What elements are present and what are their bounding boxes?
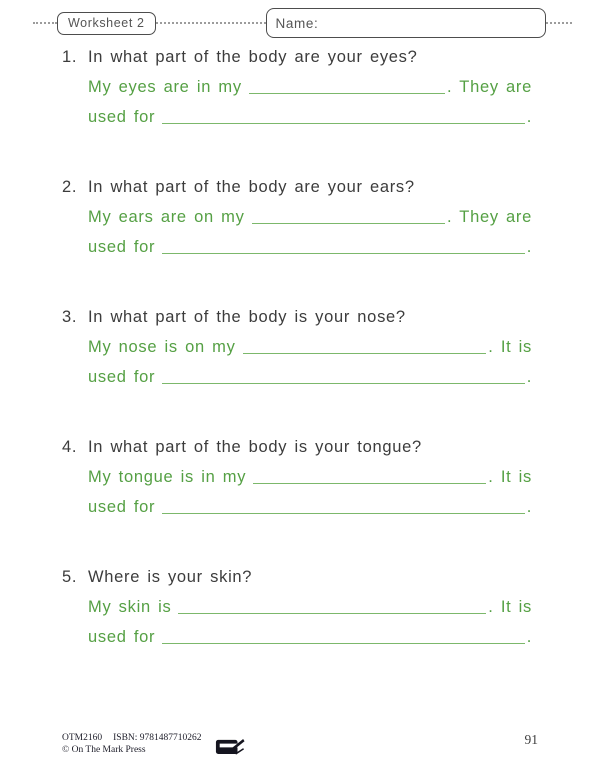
answer-blank[interactable]: [162, 253, 524, 254]
answer-blank[interactable]: [162, 123, 524, 124]
answer-prefix: My eyes are in my: [88, 78, 242, 96]
answer-blank[interactable]: [252, 223, 445, 224]
answer-prefix: My skin is: [88, 598, 172, 616]
question-item-1: [62, 46, 532, 128]
worksheet-label-box: [57, 12, 156, 35]
question-number: 4.: [62, 438, 78, 456]
question-number: 5.: [62, 568, 78, 586]
question-number: 1.: [62, 48, 78, 66]
answer-blank[interactable]: [249, 93, 445, 94]
answer-line-2: [88, 236, 532, 258]
on-the-mark-press-logo-icon: [215, 735, 245, 761]
question-item-5: [62, 566, 532, 648]
page-header: [33, 7, 572, 39]
answer-prefix: used for: [88, 238, 156, 256]
answer-suffix: . It is: [488, 468, 532, 486]
product-code: OTM2160: [62, 733, 103, 743]
worksheet-label: Worksheet 2: [68, 15, 145, 30]
answer-suffix: .: [526, 108, 532, 126]
answer-prefix: My ears are on my: [88, 208, 245, 226]
answer-prefix: used for: [88, 368, 156, 386]
answer-suffix: . It is: [488, 338, 532, 356]
dotted-rule-middle: [156, 22, 266, 24]
answer-blank[interactable]: [178, 613, 486, 614]
answer-prefix: used for: [88, 108, 156, 126]
answer-blank[interactable]: [162, 383, 524, 384]
answer-line-2: [88, 366, 532, 388]
answer-blank[interactable]: [162, 513, 524, 514]
question-text: In what part of the body is your tongue?: [88, 438, 422, 456]
name-field-box[interactable]: [266, 8, 546, 38]
answer-line-1: [88, 206, 532, 228]
answer-prefix: used for: [88, 498, 156, 516]
answer-line-2: [88, 626, 532, 648]
answer-suffix: . They are: [447, 208, 532, 226]
publisher-credits: [62, 732, 202, 756]
answer-suffix: . It is: [488, 598, 532, 616]
answer-line-1: [88, 336, 532, 358]
question-text: Where is your skin?: [88, 568, 253, 586]
question-text: In what part of the body are your ears?: [88, 178, 415, 196]
answer-blank[interactable]: [162, 643, 524, 644]
question-item-2: [62, 176, 532, 258]
answer-prefix: used for: [88, 628, 156, 646]
question-item-4: [62, 436, 532, 518]
name-label: Name:: [275, 15, 319, 31]
question-text: In what part of the body are your eyes?: [88, 48, 418, 66]
answer-suffix: .: [526, 238, 532, 256]
questions-list: [62, 46, 532, 696]
dotted-rule-left: [33, 22, 57, 24]
question-number: 3.: [62, 308, 78, 326]
answer-line-1: [88, 466, 532, 488]
answer-suffix: .: [526, 498, 532, 516]
answer-suffix: .: [526, 628, 532, 646]
answer-suffix: . They are: [447, 78, 532, 96]
answer-suffix: .: [526, 368, 532, 386]
answer-line-2: [88, 496, 532, 518]
isbn-text: ISBN: 9781487710262: [113, 733, 202, 743]
answer-blank[interactable]: [253, 483, 486, 484]
answer-line-1: [88, 596, 532, 618]
question-text: In what part of the body is your nose?: [88, 308, 406, 326]
dotted-rule-right: [546, 22, 572, 24]
question-number: 2.: [62, 178, 78, 196]
answer-line-2: [88, 106, 532, 128]
question-item-3: [62, 306, 532, 388]
answer-prefix: My nose is on my: [88, 338, 236, 356]
page-number: 91: [524, 732, 538, 747]
answer-line-1: [88, 76, 532, 98]
answer-prefix: My tongue is in my: [88, 468, 247, 486]
answer-blank[interactable]: [243, 353, 487, 354]
page-footer: [62, 732, 538, 761]
copyright-text: © On The Mark Press: [62, 745, 146, 755]
